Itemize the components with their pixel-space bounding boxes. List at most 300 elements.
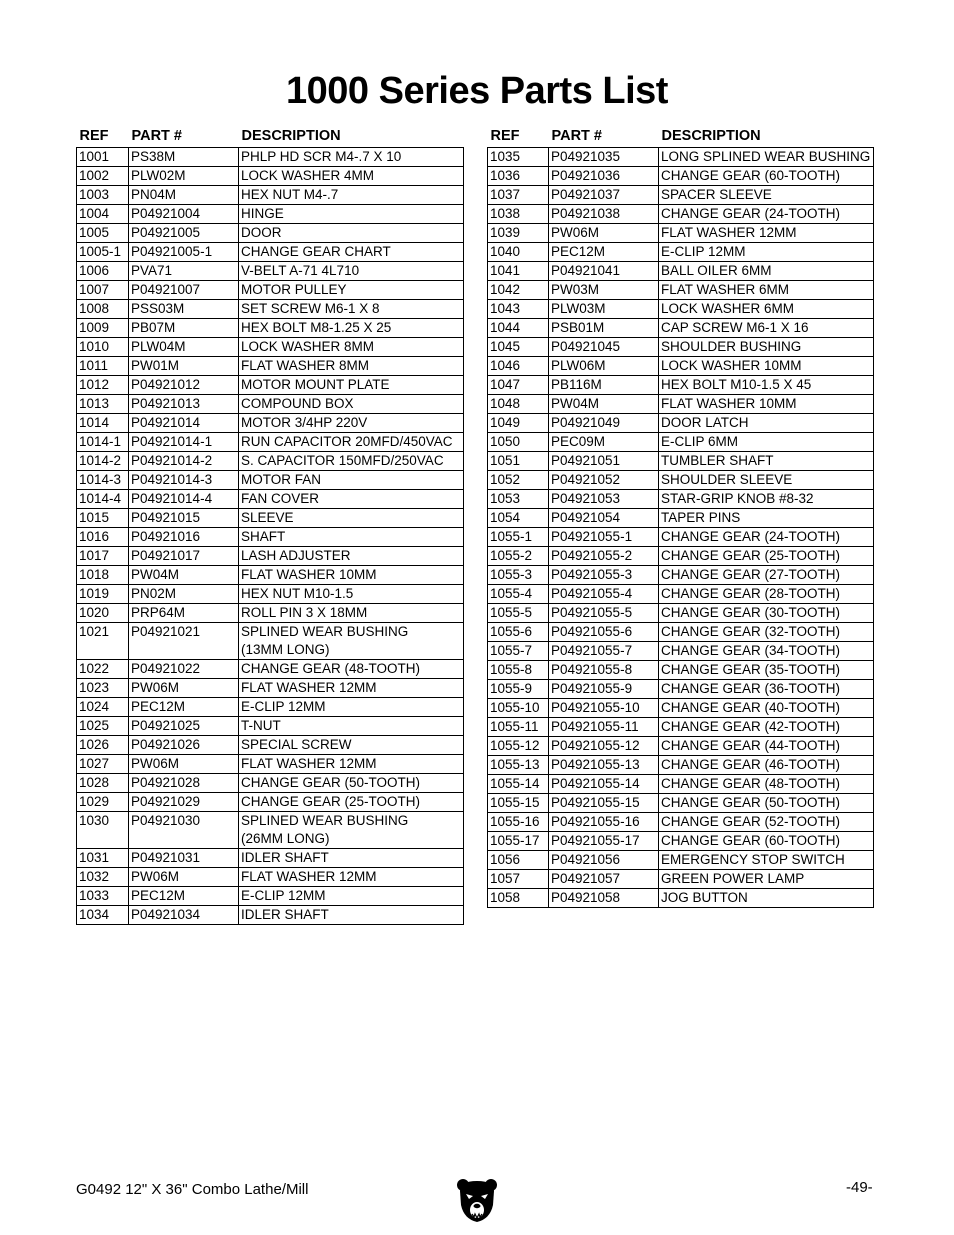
table-row — [77, 490, 464, 509]
ref-cell — [488, 585, 549, 604]
part-number-cell-text: PSS03M — [131, 301, 185, 316]
part-number-cell — [549, 699, 659, 718]
ref-header: REF — [79, 128, 109, 144]
part-number-cell — [549, 414, 659, 433]
table-row — [77, 319, 464, 338]
description-cell-text: E-CLIP 12MM — [661, 244, 746, 259]
table-header-row — [77, 125, 464, 148]
part-number-cell-text: P04921055-5 — [551, 605, 633, 620]
part-number-cell-text: P04921056 — [551, 852, 621, 867]
part-number-cell-text: P04921052 — [551, 472, 621, 487]
part-number-cell-text: P04921038 — [551, 206, 621, 221]
ref-cell — [488, 243, 549, 262]
part-number-cell-text: P04921005-1 — [131, 244, 213, 259]
table-row — [488, 566, 874, 585]
ref-cell-text: 1004 — [79, 206, 110, 221]
part-number-cell-text: P04921055-8 — [551, 662, 633, 677]
ref-cell-text: 1018 — [79, 567, 110, 582]
ref-cell — [77, 566, 129, 585]
ref-cell-text: 1014-4 — [79, 491, 122, 506]
description-cell-text: FLAT WASHER 6MM — [661, 282, 790, 297]
ref-cell-text: 1021 — [79, 624, 110, 639]
ref-cell — [488, 528, 549, 547]
table-row — [488, 547, 874, 566]
part-number-cell-text: P04921041 — [551, 263, 621, 278]
ref-cell-text: 1055-1 — [490, 529, 533, 544]
ref-cell-text: 1050 — [490, 434, 521, 449]
ref-cell-text: 1038 — [490, 206, 521, 221]
part-number-cell — [549, 376, 659, 395]
part-number-cell-text: PLW02M — [131, 168, 186, 183]
part-number-cell-text: PB116M — [551, 377, 602, 392]
ref-cell-text: 1022 — [79, 661, 110, 676]
ref-cell-text: 1028 — [79, 775, 110, 790]
ref-cell — [77, 167, 129, 186]
table-row — [77, 167, 464, 186]
description-cell-text: CHANGE GEAR (32-TOOTH) — [661, 624, 841, 639]
ref-cell-text: 1055-8 — [490, 662, 533, 677]
table-row — [488, 661, 874, 680]
table-row — [488, 718, 874, 737]
ref-cell — [77, 471, 129, 490]
part-number-cell — [129, 623, 239, 660]
description-cell-text: LASH ADJUSTER — [241, 548, 351, 563]
ref-cell-text: 1002 — [79, 168, 110, 183]
part-number-cell — [549, 262, 659, 281]
ref-cell-text: 1015 — [79, 510, 110, 525]
description-cell — [239, 793, 464, 812]
description-cell — [659, 832, 874, 851]
part-number-cell-text: P04921005 — [131, 225, 201, 240]
part-number-cell — [129, 698, 239, 717]
part-number-cell-text: P04921014-2 — [131, 453, 213, 468]
description-cell-text: HEX NUT M4-.7 — [241, 187, 339, 202]
ref-cell-text: 1007 — [79, 282, 110, 297]
description-cell-text: CHANGE GEAR (48-TOOTH) — [241, 661, 421, 676]
description-cell — [239, 186, 464, 205]
description-cell-text: CHANGE GEAR (35-TOOTH) — [661, 662, 841, 677]
table-row — [77, 414, 464, 433]
table-row — [488, 414, 874, 433]
part-number-cell-text: P04921054 — [551, 510, 621, 525]
part-number-cell — [129, 887, 239, 906]
table-row — [488, 205, 874, 224]
description-cell-text: CHANGE GEAR (60-TOOTH) — [661, 833, 841, 848]
description-cell — [659, 699, 874, 718]
ref-cell — [77, 395, 129, 414]
ref-cell — [488, 680, 549, 699]
ref-cell-text: 1010 — [79, 339, 110, 354]
ref-cell — [77, 698, 129, 717]
description-cell — [659, 224, 874, 243]
table-row — [77, 812, 464, 849]
part-number-cell — [549, 680, 659, 699]
ref-cell-text: 1055-7 — [490, 643, 533, 658]
description-cell — [659, 528, 874, 547]
part-number-cell-text: P04921004 — [131, 206, 201, 221]
part-number-cell-text: PW06M — [131, 680, 180, 695]
description-cell-text: HINGE — [241, 206, 284, 221]
ref-cell — [77, 186, 129, 205]
description-cell — [659, 680, 874, 699]
part-number-cell-text: P04921025 — [131, 718, 201, 733]
ref-cell-text: 1055-2 — [490, 548, 533, 563]
ref-cell-text: 1009 — [79, 320, 110, 335]
ref-cell-text: 1043 — [490, 301, 521, 316]
ref-cell — [77, 148, 129, 167]
part-number-cell — [549, 433, 659, 452]
description-cell-text: FLAT WASHER 10MM — [241, 567, 377, 582]
description-cell-text: CHANGE GEAR (27-TOOTH) — [661, 567, 841, 582]
description-cell-text: MOTOR 3/4HP 220V — [241, 415, 368, 430]
part-number-cell — [129, 547, 239, 566]
part-number-cell — [129, 717, 239, 736]
table-row — [77, 604, 464, 623]
description-cell-text: LOCK WASHER 8MM — [241, 339, 375, 354]
description-cell-text: CHANGE GEAR (24-TOOTH) — [661, 529, 841, 544]
ref-cell-text: 1055-16 — [490, 814, 540, 829]
description-cell — [239, 433, 464, 452]
description-cell — [659, 186, 874, 205]
description-cell — [659, 566, 874, 585]
ref-cell — [77, 338, 129, 357]
part-number-cell — [129, 338, 239, 357]
part-number-cell-text: P04921053 — [551, 491, 621, 506]
part-number-cell-text: P04921055-17 — [551, 833, 640, 848]
description-cell-text: E-CLIP 12MM — [241, 888, 326, 903]
ref-cell — [488, 433, 549, 452]
description-cell — [659, 718, 874, 737]
description-cell-text: FLAT WASHER 12MM — [241, 680, 377, 695]
part-number-cell — [549, 167, 659, 186]
table-row — [488, 243, 874, 262]
description-cell — [659, 243, 874, 262]
table-row — [77, 281, 464, 300]
part-number-cell — [549, 509, 659, 528]
ref-cell-text: 1014-3 — [79, 472, 122, 487]
description-cell-text: SPECIAL SCREW — [241, 737, 352, 752]
ref-cell-text: 1012 — [79, 377, 110, 392]
description-cell-text: PHLP HD SCR M4-.7 X 10 — [241, 149, 402, 164]
part-number-cell-text: P04921055-1 — [551, 529, 633, 544]
part-number-cell-text: P04921028 — [131, 775, 201, 790]
table-row — [77, 148, 464, 167]
ref-cell — [488, 167, 549, 186]
ref-cell — [488, 547, 549, 566]
part-number-cell-text: P04921014 — [131, 415, 201, 430]
description-cell — [239, 205, 464, 224]
description-cell — [659, 889, 874, 908]
description-cell-text: SHOULDER BUSHING — [661, 339, 802, 354]
description-cell-text: ROLL PIN 3 X 18MM — [241, 605, 368, 620]
part-number-cell — [549, 452, 659, 471]
part-header: PART # — [131, 128, 182, 144]
ref-cell — [77, 679, 129, 698]
part-number-cell-text: P04921055-7 — [551, 643, 633, 658]
part-number-cell — [549, 528, 659, 547]
description-continuation: (13MM LONG) — [241, 642, 330, 657]
part-number-cell-text: PEC12M — [131, 699, 186, 714]
description-cell-text: CHANGE GEAR (60-TOOTH) — [661, 168, 841, 183]
description-cell-text: GREEN POWER LAMP — [661, 871, 805, 886]
part-number-cell — [549, 338, 659, 357]
ref-cell-text: 1005 — [79, 225, 110, 240]
description-cell-text: SHAFT — [241, 529, 286, 544]
ref-cell-text: 1039 — [490, 225, 521, 240]
part-number-cell-text: PW04M — [131, 567, 180, 582]
table-row — [77, 774, 464, 793]
ref-cell — [488, 756, 549, 775]
description-cell — [239, 849, 464, 868]
ref-cell-text: 1027 — [79, 756, 110, 771]
description-cell-text: HEX NUT M10-1.5 — [241, 586, 354, 601]
ref-cell — [488, 642, 549, 661]
description-cell — [239, 698, 464, 717]
ref-cell-text: 1003 — [79, 187, 110, 202]
ref-cell-text: 1008 — [79, 301, 110, 316]
ref-cell-text: 1023 — [79, 680, 110, 695]
description-cell-text: SET SCREW M6-1 X 8 — [241, 301, 380, 316]
part-number-cell — [129, 490, 239, 509]
description-header: DESCRIPTION — [241, 128, 341, 144]
ref-cell-text: 1034 — [79, 907, 110, 922]
ref-cell — [488, 414, 549, 433]
ref-cell — [77, 414, 129, 433]
table-row — [488, 357, 874, 376]
part-number-cell — [549, 300, 659, 319]
description-cell — [239, 623, 464, 660]
description-cell-text: CHANGE GEAR (28-TOOTH) — [661, 586, 841, 601]
part-number-cell-text: P04921034 — [131, 907, 201, 922]
ref-cell-text: 1006 — [79, 263, 110, 278]
ref-cell-text: 1032 — [79, 869, 110, 884]
part-number-cell — [549, 224, 659, 243]
part-number-cell — [549, 813, 659, 832]
ref-cell-text: 1048 — [490, 396, 521, 411]
description-cell-text: DOOR LATCH — [661, 415, 749, 430]
description-cell-text: DOOR — [241, 225, 282, 240]
table-row — [77, 623, 464, 660]
table-row — [77, 755, 464, 774]
part-number-cell-text: P04921057 — [551, 871, 621, 886]
ref-cell — [488, 224, 549, 243]
part-number-cell-text: P04921022 — [131, 661, 201, 676]
table-row — [488, 794, 874, 813]
part-number-cell — [549, 490, 659, 509]
description-cell-text: MOTOR FAN — [241, 472, 322, 487]
ref-cell — [488, 623, 549, 642]
part-number-cell-text: P04921055-16 — [551, 814, 640, 829]
ref-cell-text: 1055-3 — [490, 567, 533, 582]
part-number-cell-text: P04921051 — [551, 453, 621, 468]
description-cell-text: STAR-GRIP KNOB #8-32 — [661, 491, 814, 506]
description-cell-text: CHANGE GEAR (25-TOOTH) — [661, 548, 841, 563]
ref-cell-text: 1037 — [490, 187, 521, 202]
description-cell — [659, 870, 874, 889]
ref-cell — [77, 433, 129, 452]
description-cell-text: CHANGE GEAR (44-TOOTH) — [661, 738, 841, 753]
description-cell — [239, 338, 464, 357]
part-number-cell — [549, 604, 659, 623]
ref-cell-text: 1055-11 — [490, 719, 539, 734]
ref-cell-text: 1056 — [490, 852, 521, 867]
part-number-cell-text: P04921058 — [551, 890, 621, 905]
ref-header: REF — [490, 128, 520, 144]
ref-cell — [488, 471, 549, 490]
table-row — [488, 870, 874, 889]
part-number-cell — [129, 774, 239, 793]
description-cell — [239, 243, 464, 262]
part-number-cell-text: P04921055-11 — [551, 719, 639, 734]
description-cell — [239, 452, 464, 471]
table-row — [77, 433, 464, 452]
description-cell-text: CHANGE GEAR (50-TOOTH) — [241, 775, 421, 790]
ref-cell — [488, 490, 549, 509]
part-number-cell — [549, 566, 659, 585]
description-cell — [239, 357, 464, 376]
description-cell-text: CHANGE GEAR CHART — [241, 244, 391, 259]
part-number-cell — [129, 849, 239, 868]
description-cell-text: CHANGE GEAR (52-TOOTH) — [661, 814, 841, 829]
ref-cell — [488, 376, 549, 395]
ref-cell — [488, 794, 549, 813]
description-cell — [239, 906, 464, 925]
part-number-cell-text: PSB01M — [551, 320, 605, 335]
part-number-cell — [549, 585, 659, 604]
description-cell — [659, 300, 874, 319]
table-row — [488, 452, 874, 471]
part-number-cell — [129, 585, 239, 604]
ref-cell-text: 1040 — [490, 244, 521, 259]
description-cell-text: CHANGE GEAR (25-TOOTH) — [241, 794, 421, 809]
part-number-cell — [129, 376, 239, 395]
ref-cell — [488, 718, 549, 737]
ref-cell — [488, 186, 549, 205]
ref-cell-text: 1014-1 — [79, 434, 122, 449]
table-row — [488, 376, 874, 395]
description-cell-text: S. CAPACITOR 150MFD/250VAC — [241, 453, 444, 468]
part-number-cell-text: P04921015 — [131, 510, 201, 525]
description-cell-text: JOG BUTTON — [661, 890, 748, 905]
description-cell — [659, 148, 874, 167]
table-row — [77, 205, 464, 224]
table-row — [488, 604, 874, 623]
ref-cell — [488, 813, 549, 832]
ref-cell — [77, 357, 129, 376]
description-cell-text: CHANGE GEAR (36-TOOTH) — [661, 681, 841, 696]
description-cell — [659, 395, 874, 414]
ref-cell — [77, 547, 129, 566]
part-number-cell-text: P04921055-4 — [551, 586, 633, 601]
description-cell — [239, 224, 464, 243]
description-cell-text: CHANGE GEAR (40-TOOTH) — [661, 700, 841, 715]
part-number-cell-text: P04921013 — [131, 396, 201, 411]
part-number-cell — [129, 471, 239, 490]
ref-cell — [77, 243, 129, 262]
description-cell — [239, 604, 464, 623]
part-number-cell — [549, 775, 659, 794]
ref-cell — [77, 849, 129, 868]
part-number-cell — [549, 547, 659, 566]
description-cell — [239, 490, 464, 509]
table-row — [77, 698, 464, 717]
ref-cell — [77, 812, 129, 849]
part-number-cell — [549, 756, 659, 775]
table-row — [77, 566, 464, 585]
ref-cell — [488, 452, 549, 471]
description-cell — [659, 471, 874, 490]
part-number-cell — [549, 623, 659, 642]
part-header: PART # — [551, 128, 602, 144]
table-row — [77, 679, 464, 698]
part-number-cell — [129, 243, 239, 262]
part-number-cell-text: P04921055-13 — [551, 757, 640, 772]
table-row — [488, 319, 874, 338]
part-number-cell — [549, 281, 659, 300]
part-number-cell-text: P04921035 — [551, 149, 621, 164]
table-row — [488, 395, 874, 414]
description-cell-text: V-BELT A-71 4L710 — [241, 263, 360, 278]
ref-cell — [488, 205, 549, 224]
part-number-cell — [549, 718, 659, 737]
description-cell-text: LOCK WASHER 10MM — [661, 358, 802, 373]
ref-cell — [77, 774, 129, 793]
ref-cell — [488, 661, 549, 680]
part-number-cell-text: P04921014-3 — [131, 472, 213, 487]
ref-cell — [488, 319, 549, 338]
table-row — [488, 813, 874, 832]
part-number-cell-text: P04921029 — [131, 794, 201, 809]
ref-cell-text: 1055-5 — [490, 605, 533, 620]
part-number-cell — [549, 395, 659, 414]
part-number-cell-text: P04921055-9 — [551, 681, 633, 696]
ref-cell-text: 1013 — [79, 396, 110, 411]
description-cell — [239, 812, 464, 849]
part-number-cell — [549, 661, 659, 680]
ref-cell — [77, 528, 129, 547]
table-row — [488, 528, 874, 547]
ref-cell — [488, 870, 549, 889]
ref-cell — [488, 699, 549, 718]
ref-cell-text: 1055-9 — [490, 681, 533, 696]
description-cell-text: LOCK WASHER 4MM — [241, 168, 375, 183]
part-number-cell — [549, 889, 659, 908]
part-number-cell — [129, 357, 239, 376]
description-cell — [659, 281, 874, 300]
part-number-cell-text: P04921055-10 — [551, 700, 640, 715]
part-number-cell — [129, 660, 239, 679]
table-row — [77, 452, 464, 471]
page-number: -49- — [846, 1179, 873, 1196]
ref-cell — [77, 281, 129, 300]
part-number-cell-text: PLW03M — [551, 301, 606, 316]
description-cell — [239, 319, 464, 338]
table-row — [77, 793, 464, 812]
table-row — [488, 490, 874, 509]
part-number-cell — [129, 395, 239, 414]
part-number-cell-text: PEC09M — [551, 434, 606, 449]
part-number-cell-text: PW06M — [131, 756, 180, 771]
description-cell — [239, 774, 464, 793]
table-row — [77, 547, 464, 566]
description-cell — [659, 661, 874, 680]
part-number-cell-text: PLW06M — [551, 358, 606, 373]
ref-cell — [77, 906, 129, 925]
description-cell-text: FLAT WASHER 12MM — [241, 869, 377, 884]
description-cell-text: SHOULDER SLEEVE — [661, 472, 793, 487]
table-row — [77, 395, 464, 414]
part-number-cell-text: PVA71 — [131, 263, 173, 278]
